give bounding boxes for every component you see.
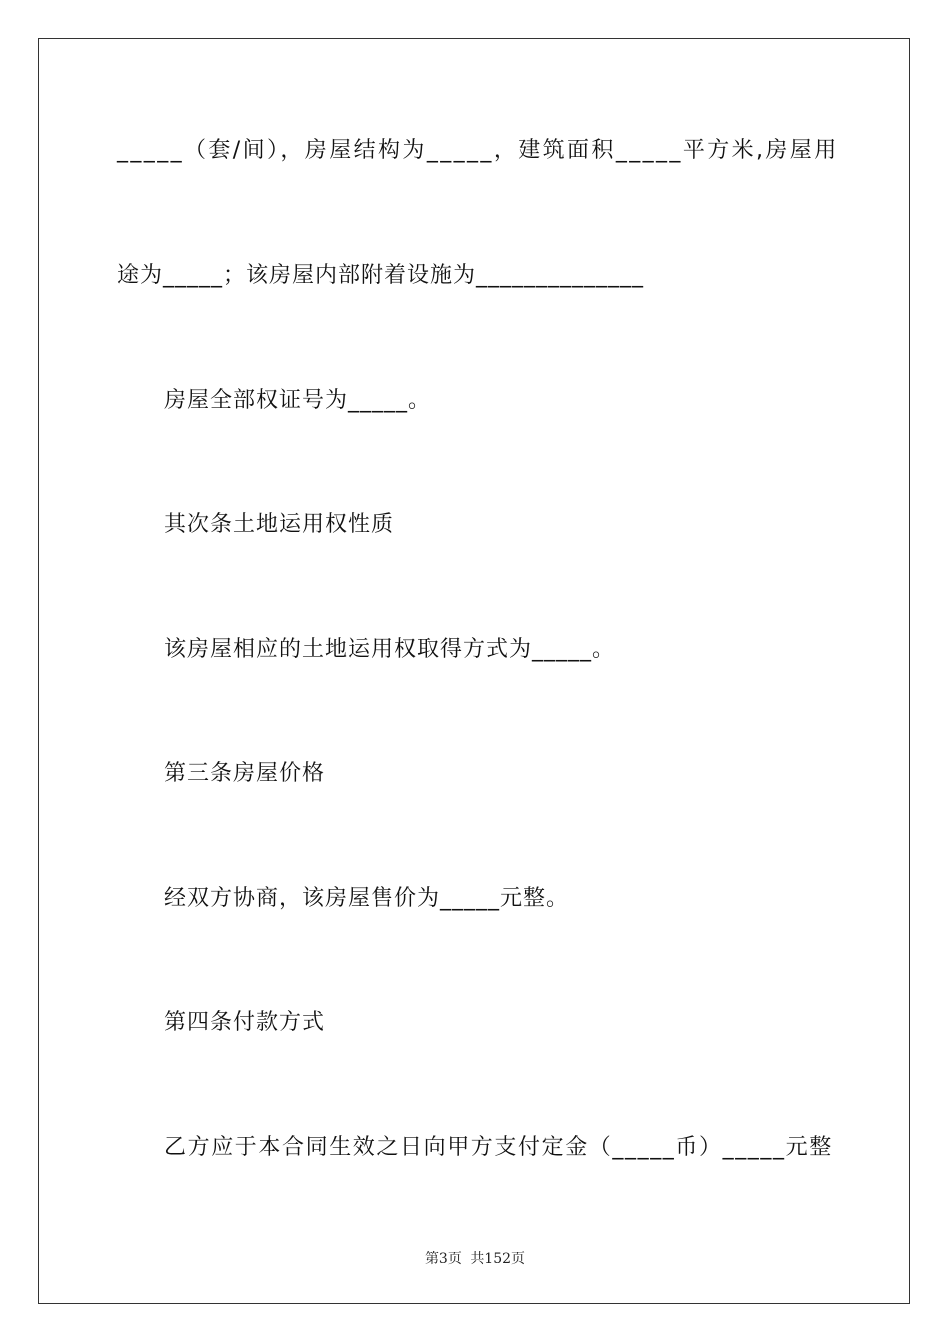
paragraph-line-9: 乙方应于本合同生效之日向甲方支付定金（_____币）_____元整	[164, 1135, 833, 1160]
page-footer	[0, 1248, 950, 1268]
paragraph-line-2: 途为_____；该房屋内部附着设施为______________	[117, 263, 645, 288]
paragraph-line-5: 该房屋相应的土地运用权取得方式为_____。	[164, 637, 616, 662]
page-border	[38, 38, 910, 1304]
paragraph-line-1: _____（套/间），房屋结构为_____，建筑面积_____平方米,房屋用	[117, 138, 839, 163]
current-page-label: 第3页	[424, 1251, 462, 1267]
section-heading-4: 第四条付款方式	[164, 1010, 326, 1035]
paragraph-line-3: 房屋全部权证号为_____。	[164, 388, 432, 413]
total-pages-label: 共152页	[470, 1251, 526, 1267]
paragraph-line-7: 经双方协商，该房屋售价为_____元整。	[164, 886, 570, 911]
section-heading-2: 其次条土地运用权性质	[164, 512, 395, 537]
section-heading-3: 第三条房屋价格	[164, 761, 326, 786]
